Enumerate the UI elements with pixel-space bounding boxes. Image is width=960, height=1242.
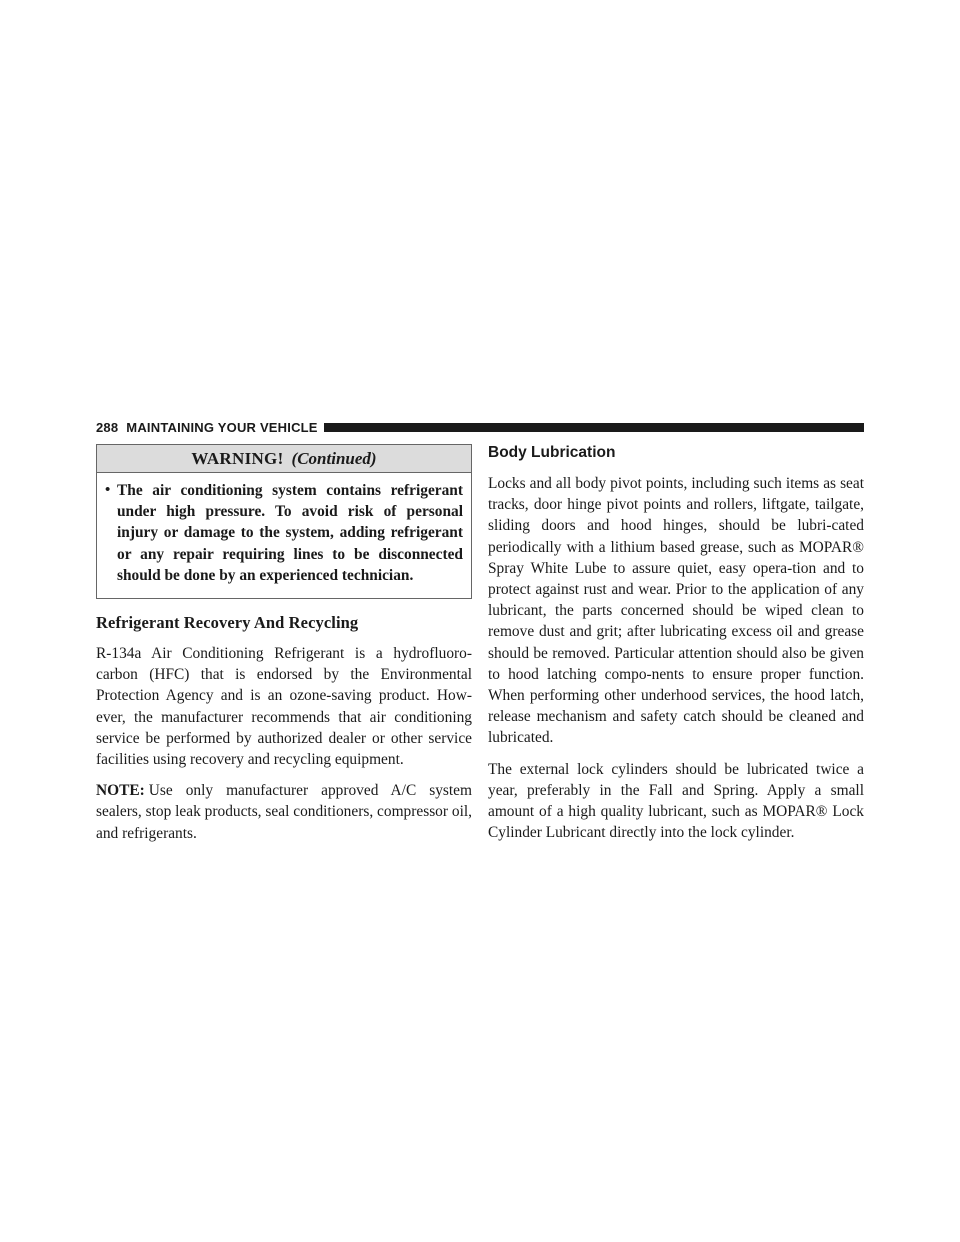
warning-body [97, 473, 471, 598]
warning-box [96, 444, 472, 599]
page-number: 288 [96, 419, 119, 435]
header-rule [324, 423, 864, 432]
lock-cylinder-paragraph: The external lock cylinders should be lubricated twice a year, preferably in the Fall and Spring. Apply a small amount of a high quality lubricant, such as MOPAR® Lock Cylinder Lubricant directly into the lock cylinder. [488, 760, 864, 842]
note-text: Use only manufacturer approved A/C system sealers, stop leak products, seal conditioners, compressor oil, and refrigerants. [96, 782, 472, 842]
right-column [488, 444, 864, 853]
warning-header [97, 444, 471, 473]
warning-title: WARNING! [191, 449, 284, 468]
lubrication-paragraph: Locks and all body pivot points, including such items as seat tracks, door hinge pivot points and rollers, liftgate, tailgate, sliding doors and hood hinges, should be lubri-cated periodically with a lithium based grease, such as MOPAR® Spray White Lube to assure quiet, easy opera-tion and to protect against rust and wear. Prior to the application of any lubricant, the parts concerned should be wiped clean to remove dust and grit; after lubricating excess oil and grease should be removed. Particular attention should also be given to hood latching compo-nents to ensure proper function. When performing other underhood services, the hood latch, release mechanism and safety catch should be cleaned and lubricated. [488, 475, 864, 747]
section-title: MAINTAINING YOUR VEHICLE [126, 419, 318, 435]
note-label: NOTE: [96, 782, 145, 800]
bullet-icon: • [105, 482, 111, 498]
left-column [96, 444, 472, 854]
body-lubrication-heading: Body Lubrication [488, 444, 616, 461]
refrigerant-heading: Refrigerant Recovery And Recycling [96, 613, 359, 633]
page-header [96, 418, 864, 436]
note-paragraph [96, 780, 472, 844]
warning-continued: (Continued) [291, 449, 377, 468]
refrigerant-paragraph: R-134a Air Conditioning Refrigerant is a hydrofluoro-carbon (HFC) that is endorsed by the Environmental Protection Agency and is an ozone-saving product. How-ever, the manufacturer recommends that air conditioning service be performed by authorized dealer or other service facilities using recovery and recycling equipment. [96, 645, 472, 769]
warning-text: The air conditioning system contains refrigerant under high pressure. To avoid risk of personal injury or damage to the system, adding refrigerant or any repair requiring lines to be disconnected should be done by an experienced technician. [117, 482, 463, 584]
